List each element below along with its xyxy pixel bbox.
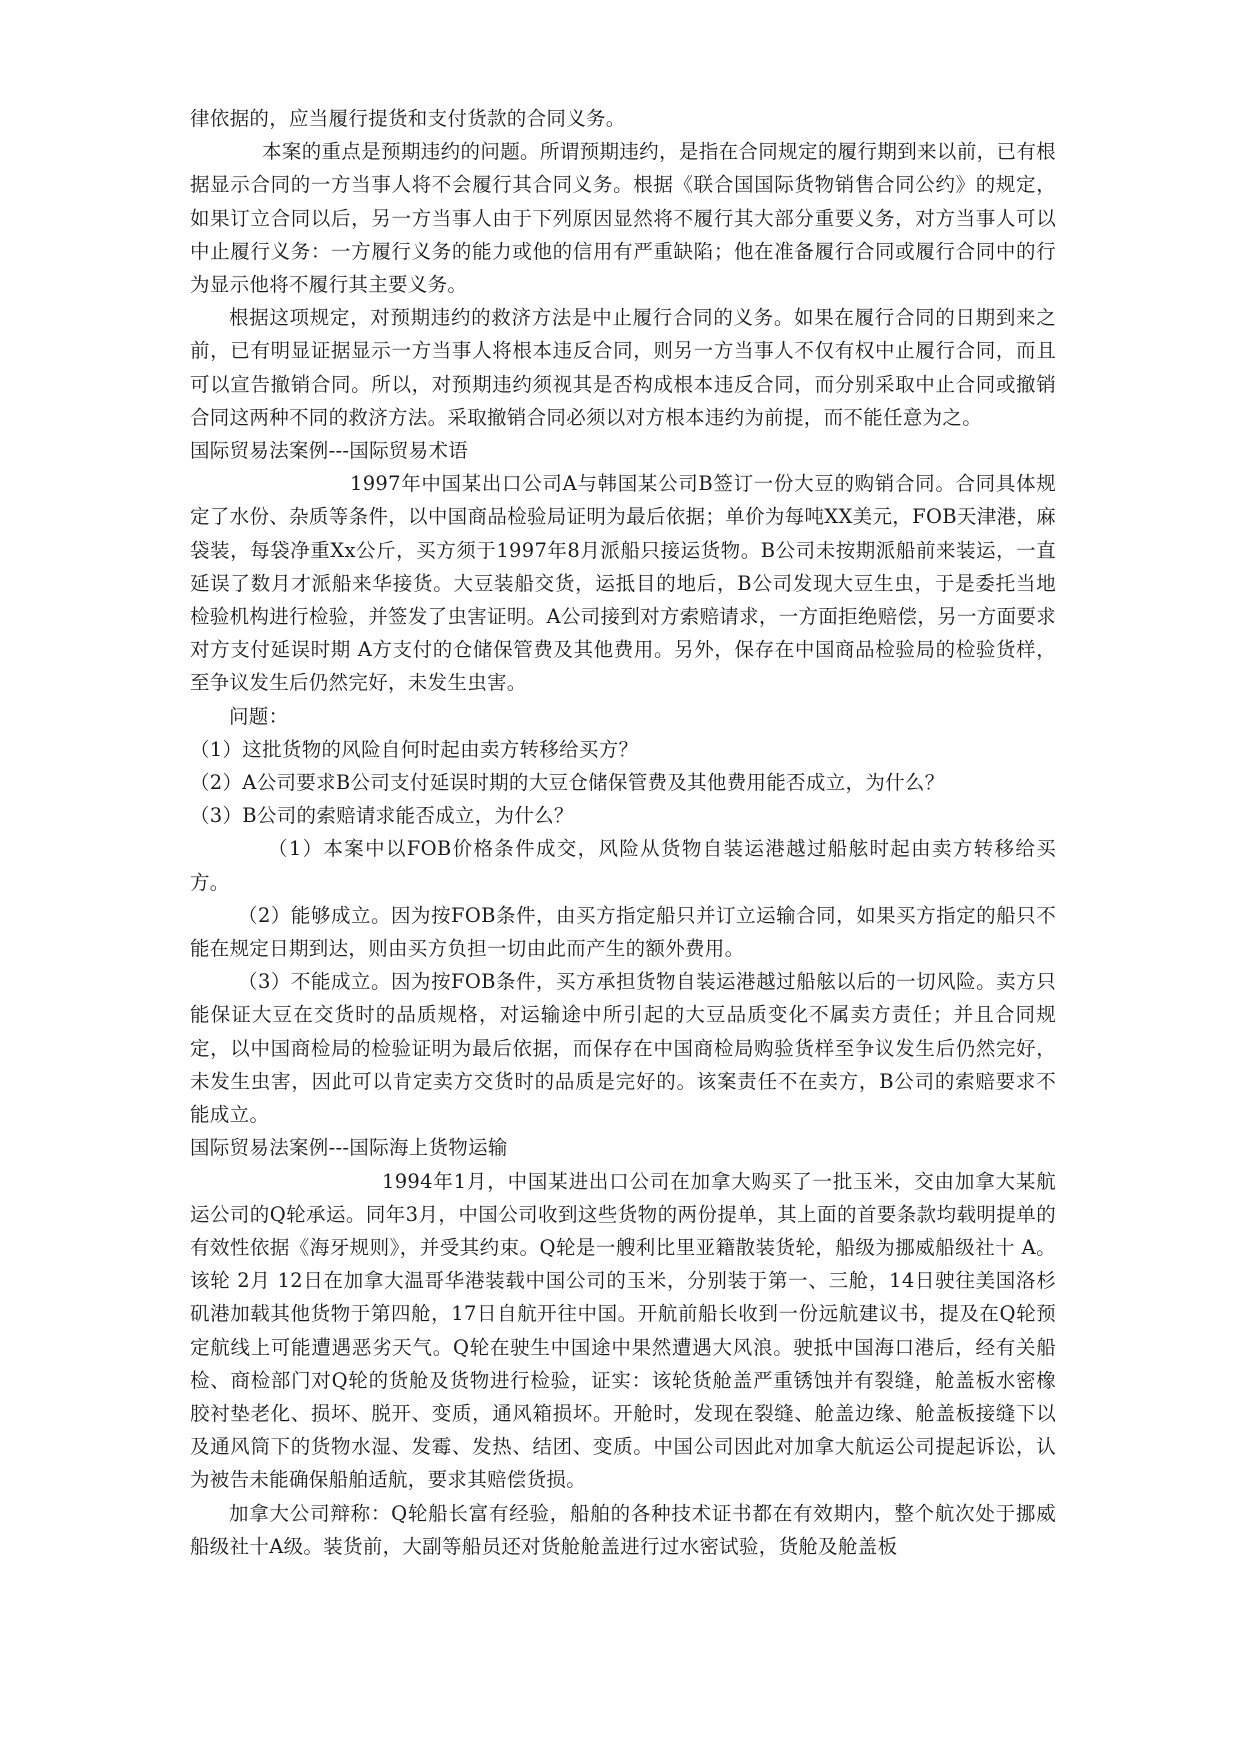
section-heading-maritime-transport: 国际贸易法案例---国际海上货物运输 xyxy=(190,1136,508,1160)
paragraph-anticipatory-breach: 本案的重点是预期违约的问题。所谓预期违约，是指在合同规定的履行期到来以前，已有根据显示合同的一方当事人将不会履行其合同义务。根据《联合国国际货物销售合同公约》的规定，如果订立合同以后，另一方当事人由于下列原因显然将不履行其大部分重要义务，对方当事人可以中止履行义务：一方履行义务的能力或他的信用有严重缺陷；他在准备履行合同或履行合同中的行为显示他将不履行其主要义务。 xyxy=(190,140,1056,297)
answer-2: （2）能够成立。因为按FOB条件，由买方指定船只并订立运输合同，如果买方指定的船只不能在规定日期到达，则由买方负担一切由此而产生的额外费用。 xyxy=(190,903,1056,961)
case-description-maritime: 1994年1月，中国某进出口公司在加拿大购买了一批玉米，交由加拿大某航运公司的Q轮承运。同年3月，中国公司收到这些货物的两份提单，其上面的首要条款均载明提单的有效性依据《海牙规则》，并受其约束。Q轮是一艘利比里亚籍散装货轮，船级为挪威船级社十 A。该轮 2月 12日在加拿大温哥华港装载中国公司的玉米，分别装于第一、三舱，14日驶往美国洛杉矶港加载其他货物于第四舱，17日自航开往中国。开航前船长收到一份远航建议书，提及在Q轮预定航线上可能遭遇恶劣天气。Q轮在驶生中国途中果然遭遇大风浪。驶抵中国海口港后，经有关船检、商检部门对Q轮的货舱及货物进行检验，证实：该轮货舱盖严重锈蚀并有裂缝，舱盖板水密橡胶衬垫老化、损坏、脱开、变质，通风箱损坏。开舱时，发现在裂缝、舱盖边缘、舱盖板接缝下以及通风筒下的货物水湿、发霉、发热、结团、变质。中国公司因此对加拿大航运公司提起诉讼，认为被告未能确保船舶适航，要求其赔偿货损。 xyxy=(190,1169,1056,1492)
answer-3: （3）不能成立。因为按FOB条件，买方承担货物自装运港越过船舷以后的一切风险。卖方只能保证大豆在交货时的品质规格，对运输途中所引起的大豆品质变化不属卖方责任；并且合同规定，以中国商检局的检验证明为最后依据，而保存在中国商检局购验货样至争议发生后仍然完好，未发生虫害，因此可以肯定卖方交货时的品质是完好的。该案责任不在卖方，B公司的索赔要求不能成立。 xyxy=(190,970,1056,1127)
case-description-trade-terms: 1997年中国某出口公司A与韩国某公司B签订一份大豆的购销合同。合同具体规定了水份、杂质等条件，以中国商品检验局证明为最后依据；单价为每吨XX美元，FOB天津港，麻袋装，每袋净重Xx公斤，买方须于1997年8月派船只接运货物。B公司未按期派船前来装运，一直延误了数月才派船来华接货。大豆装船交货，运抵目的地后，B公司发现大豆生虫，于是委托当地检验机构进行检验，并签发了虫害证明。A公司接到对方索赔请求，一方面拒绝赔偿，另一方面要求对方支付延误时期 A方支付的仓储保管费及其他费用。另外，保存在中国商品检验局的检验货样，至争议发生后仍然完好，未发生虫害。 xyxy=(190,472,1056,695)
question-2: （2）A公司要求B公司支付延误时期的大豆仓储保管费及其他费用能否成立，为什么？ xyxy=(190,771,945,795)
document-body xyxy=(190,102,1056,1563)
section-heading-trade-terms: 国际贸易法案例---国际贸易术语 xyxy=(190,439,469,463)
question-1: （1）这批货物的风险自何时起由卖方转移给买方？ xyxy=(190,737,639,761)
paragraph-defense: 加拿大公司辩称：Q轮船长富有经验，船舶的各种技术证书都在有效期内，整个航次处于挪威船级社十A级。装货前，大副等船员还对货舱舱盖进行过水密试验，货舱及舱盖板 xyxy=(190,1501,1056,1558)
paragraph-continuation: 律依据的，应当履行提货和支付货款的合同义务。 xyxy=(190,107,626,130)
paragraph-remedies: 根据这项规定，对预期违约的救济方法是中止履行合同的义务。如果在履行合同的日期到来之前，已有明显证据显示一方当事人将根本违反合同，则另一方当事人不仅有权中止履行合同，而且可以宣告撤销合同。所以，对预期违约须视其是否构成根本违反合同，而分别采取中止合同或撤销合同这两种不同的救济方法。采取撤销合同必须以对方根本违约为前提，而不能任意为之。 xyxy=(190,306,1056,429)
questions-label: 问题： xyxy=(229,704,289,728)
question-3: （3）B公司的索赔请求能否成立，为什么？ xyxy=(190,804,574,828)
answer-1: （1）本案中以FOB价格条件成交，风险从货物自装运港越过船舷时起由卖方转移给买方。 xyxy=(190,837,1056,894)
